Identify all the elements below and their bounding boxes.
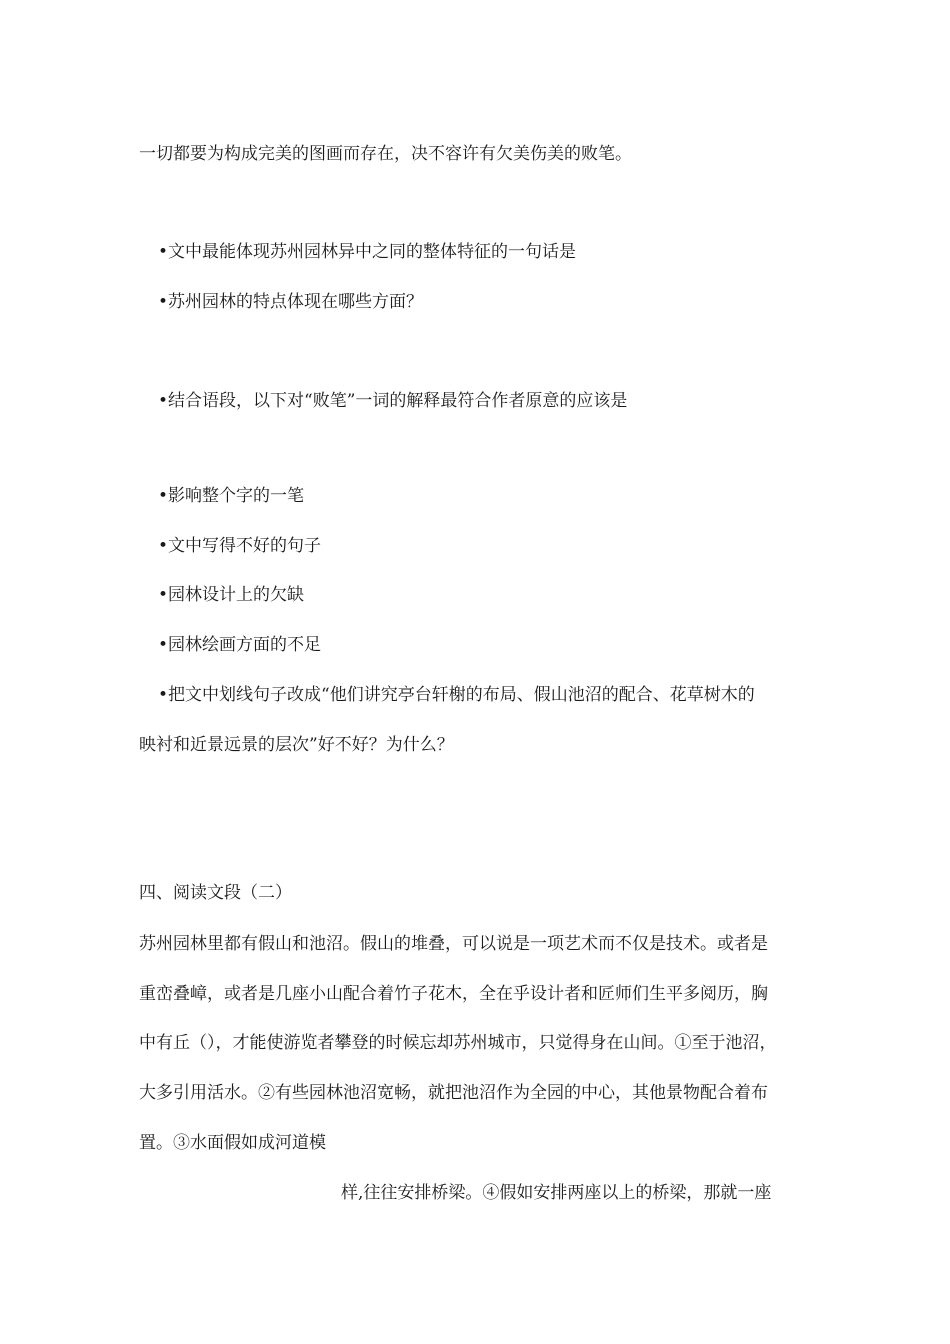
- question-2: •苏州园林的特点体现在哪些方面？: [158, 292, 424, 312]
- question-4-line-2: 映衬和近景远景的层次”好不好？为什么？: [139, 735, 454, 755]
- passage-line-2: 重峦叠嶂，或者是几座小山配合着竹子花木，全在乎设计者和匠师们生平多阅历，胸: [139, 984, 768, 1004]
- intro-tail-text: 一切都要为构成完美的图画而存在，决不容许有欠美伤美的败笔。: [139, 144, 632, 164]
- option-c: •园林设计上的欠缺: [158, 585, 305, 605]
- passage-line-3: 中有丘（），才能使游览者攀登的时候忘却苏州城市，只觉得身在山间。①至于池沼，: [139, 1033, 777, 1053]
- question-1: •文中最能体现苏州园林异中之同的整体特征的一句话是: [158, 242, 577, 262]
- passage-line-5: 置。③水面假如成河道模: [139, 1133, 326, 1153]
- section-title: 四、阅读文段（二）: [139, 883, 292, 903]
- passage-line-4: 大多引用活水。②有些园林池沼宽畅，就把池沼作为全园的中心，其他景物配合着布: [139, 1083, 768, 1103]
- passage-line-6: 样,往往安排桥梁。④假如安排两座以上的桥梁，那就一座: [341, 1183, 772, 1203]
- question-4-line-1: •把文中划线句子改成“他们讲究亭台轩榭的布局、假山池沼的配合、花草树木的: [158, 685, 755, 705]
- option-a: •影响整个字的一笔: [158, 486, 305, 506]
- option-d: •园林绘画方面的不足: [158, 635, 322, 655]
- option-b: •文中写得不好的句子: [158, 536, 322, 556]
- passage-line-1: 苏州园林里都有假山和池沼。假山的堆叠，可以说是一项艺术而不仅是技术。或者是: [139, 934, 768, 954]
- question-3: •结合语段，以下对“败笔”一词的解释最符合作者原意的应该是: [158, 391, 628, 411]
